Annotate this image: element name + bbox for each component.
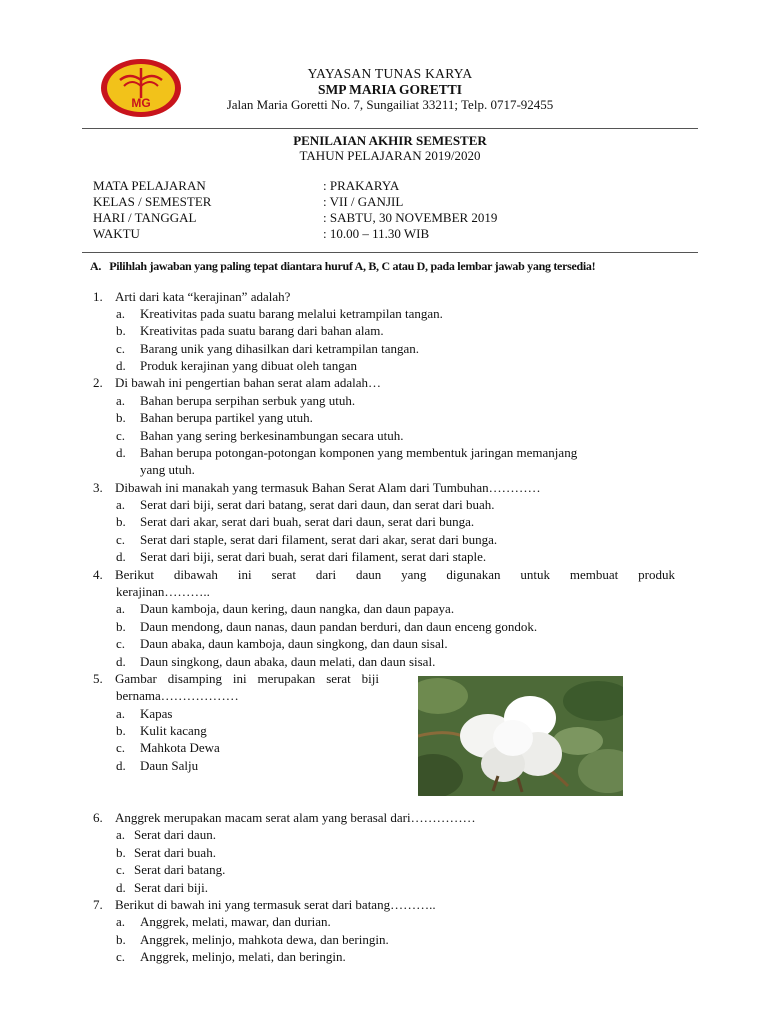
- question-1: [93, 290, 675, 304]
- option-letter: d.: [116, 654, 126, 669]
- option-letter: d.: [116, 358, 126, 373]
- option-letter: a.: [116, 497, 126, 512]
- info-label-class: KELAS / SEMESTER: [93, 194, 212, 209]
- option-2d-continued: yang utuh.: [140, 462, 195, 477]
- option-text: Daun mendong, daun nanas, daun pandan berduri, dan daun enceng gondok.: [140, 619, 538, 634]
- option-letter: b.: [116, 619, 126, 634]
- option-text: Kreativitas pada suatu barang dari bahan alam.: [140, 323, 384, 338]
- question-text: Gambar disamping ini merupakan serat biji: [115, 671, 379, 686]
- option-letter: c.: [116, 428, 126, 443]
- option-text: Daun Salju: [140, 758, 199, 773]
- option-text: Serat dari batang.: [134, 862, 226, 877]
- info-label-subject: MATA PELAJARAN: [93, 178, 206, 193]
- school-logo: [100, 58, 182, 118]
- option-letter: c.: [116, 636, 126, 651]
- option-text: Serat dari staple, serat dari filament, serat dari akar, serat dari bunga.: [140, 532, 498, 547]
- question-2: [93, 376, 675, 390]
- option-letter: a.: [116, 601, 126, 616]
- question-text: Arti dari kata “kerajinan” adalah?: [115, 289, 291, 304]
- question-number: 3.: [93, 480, 103, 495]
- option-text: Serat dari buah.: [134, 845, 216, 860]
- option-letter: d.: [116, 549, 126, 564]
- option-letter: a.: [116, 827, 126, 842]
- question-text: Berikut di bawah ini yang termasuk serat dari batang………..: [115, 897, 436, 912]
- foundation-name: YAYASAN TUNAS KARYA: [307, 66, 473, 81]
- option-letter: a.: [116, 393, 126, 408]
- question-text: Anggrek merupakan macam serat alam yang berasal dari……………: [115, 810, 476, 825]
- option-text: Bahan berupa potongan-potongan komponen yang membentuk jaringan memanjang: [140, 445, 578, 460]
- info-value-class: : VII / GANJIL: [323, 194, 404, 209]
- question-number: 6.: [93, 810, 103, 825]
- question-4: [93, 568, 675, 582]
- exam-title: PENILAIAN AKHIR SEMESTER: [293, 133, 487, 148]
- option-letter: c.: [116, 862, 126, 877]
- option-letter: a.: [116, 914, 126, 929]
- question-text: Di bawah ini pengertian bahan serat alam adalah…: [115, 375, 382, 390]
- option-text: Serat dari daun.: [134, 827, 216, 842]
- option-letter: b.: [116, 932, 126, 947]
- option-letter: a.: [116, 706, 126, 721]
- question-6: [93, 811, 675, 825]
- school-name: SMP MARIA GORETTI: [317, 82, 463, 97]
- cotton-boll-image: [418, 676, 623, 796]
- question-number: 4.: [93, 567, 103, 582]
- question-5: [93, 672, 379, 686]
- school-address: Jalan Maria Goretti No. 7, Sungailiat 33211; Telp. 0717-92455: [226, 97, 554, 112]
- option-letter: c.: [116, 341, 126, 356]
- info-value-date: : SABTU, 30 NOVEMBER 2019: [323, 210, 498, 225]
- info-value-time: : 10.00 – 11.30 WIB: [323, 226, 430, 241]
- question-text: Dibawah ini manakah yang termasuk Bahan Serat Alam dari Tumbuhan…………: [115, 480, 541, 495]
- option-text: Serat dari biji.: [134, 880, 209, 895]
- option-text: Kapas: [140, 706, 173, 721]
- info-label-time: WAKTU: [93, 226, 140, 241]
- option-text: Barang unik yang dihasilkan dari ketrampilan tangan.: [140, 341, 420, 356]
- section-instruction-text: Pilihlah jawaban yang paling tepat diantara huruf A, B, C atau D, pada lembar jawab yang tersedia!: [109, 259, 596, 273]
- option-text: Serat dari biji, serat dari buah, serat dari filament, serat dari staple.: [140, 549, 487, 564]
- option-letter: c.: [116, 532, 126, 547]
- option-text: Anggrek, melati, mawar, dan durian.: [140, 914, 331, 929]
- option-letter: c.: [116, 949, 126, 964]
- option-text: Bahan berupa partikel yang utuh.: [140, 410, 313, 425]
- option-letter: a.: [116, 306, 126, 321]
- info-label-date: HARI / TANGGAL: [93, 210, 197, 225]
- option-letter: b.: [116, 323, 126, 338]
- option-text: Produk kerajinan yang dibuat oleh tangan: [140, 358, 357, 373]
- option-letter: c.: [116, 740, 126, 755]
- option-letter: b.: [116, 845, 126, 860]
- option-letter: b.: [116, 410, 126, 425]
- option-text: Anggrek, melinjo, melati, dan beringin.: [140, 949, 346, 964]
- option-text: Anggrek, melinjo, mahkota dewa, dan beringin.: [140, 932, 389, 947]
- option-text: Serat dari biji, serat dari batang, serat dari daun, dan serat dari buah.: [140, 497, 495, 512]
- option-letter: d.: [116, 758, 126, 773]
- info-divider: [82, 252, 698, 253]
- option-text: Daun abaka, daun kamboja, daun singkong, dan daun sisal.: [140, 636, 448, 651]
- option-letter: b.: [116, 723, 126, 738]
- option-text: Bahan yang sering berkesinambungan secara utuh.: [140, 428, 404, 443]
- question-text: Berikut dibawah ini serat dari daun yang digunakan untuk membuat produk: [115, 567, 675, 582]
- option-text: Kulit kacang: [140, 723, 207, 738]
- option-text: Serat dari akar, serat dari buah, serat dari daun, serat dari bunga.: [140, 514, 475, 529]
- question-4-continued: kerajinan………..: [116, 584, 210, 599]
- option-letter: d.: [116, 880, 126, 895]
- question-number: 1.: [93, 289, 103, 304]
- exam-year: TAHUN PELAJARAN 2019/2020: [299, 148, 481, 163]
- option-letter: d.: [116, 445, 126, 460]
- option-text: Bahan berupa serpihan serbuk yang utuh.: [140, 393, 356, 408]
- info-value-subject: : PRAKARYA: [323, 178, 400, 193]
- option-text: Daun kamboja, daun kering, daun nangka, dan daun papaya.: [140, 601, 455, 616]
- section-instruction: [90, 260, 595, 272]
- question-number: 2.: [93, 375, 103, 390]
- option-letter: b.: [116, 514, 126, 529]
- section-letter: A.: [90, 259, 102, 273]
- question-3: [93, 481, 675, 495]
- option-text: Kreativitas pada suatu barang melalui ketrampilan tangan.: [140, 306, 443, 321]
- question-5-continued: bernama………………: [116, 688, 239, 703]
- question-7: [93, 898, 675, 912]
- question-number: 7.: [93, 897, 103, 912]
- header-divider: [82, 128, 698, 129]
- option-text: Daun singkong, daun abaka, daun melati, dan daun sisal.: [140, 654, 436, 669]
- svg-text:MG: MG: [131, 96, 151, 110]
- option-text: Mahkota Dewa: [140, 740, 220, 755]
- question-number: 5.: [93, 671, 103, 686]
